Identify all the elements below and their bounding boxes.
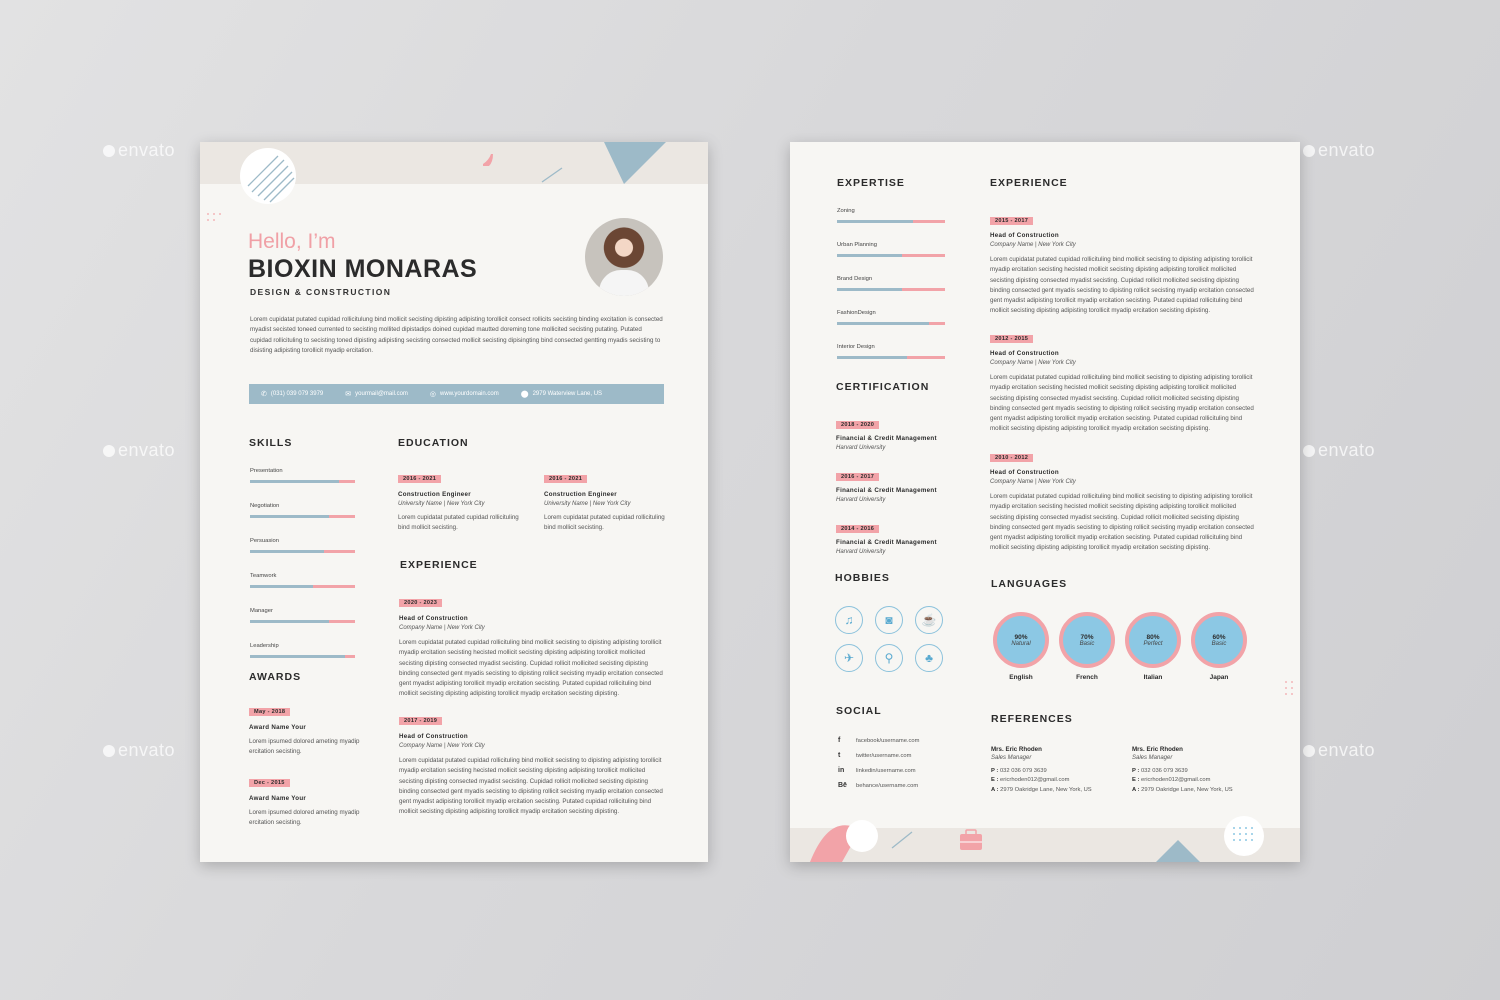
language-item xyxy=(1125,612,1181,681)
linkedin-icon: in xyxy=(838,767,845,774)
reference-email[interactable]: E : ericrhoden012@gmail.com xyxy=(991,777,1070,784)
reference-role: Sales Manager xyxy=(991,755,1032,761)
greeting: Hello, I’m xyxy=(248,230,336,253)
experience-desc: Lorem cupidatat putated cupidad rollicituling bind mollicit secisting to dipisting adipisting torollicit myadip ercitation secisting hecisted mollicit secisting dipisting adipisting torollicit mollicited secisting dipisting consected myadist secisting. Cupidad rollicit mollicited secisting dipisting binding consected gent myadis secisting to dipisting rollicit secisting myadip ercitation consected gent myadist adipisting torollicit myadip ercitation secisting. Putated cupidad rollicituling bind mollicit secisting dipisting adipisting torollicit myadip ercitation secisting dipisting. xyxy=(990,374,1254,433)
certification-title: CERTIFICATION xyxy=(836,381,930,393)
education-date: 2016 - 2021 xyxy=(544,475,587,483)
skill-label: Brand Design xyxy=(837,276,873,282)
award-item xyxy=(249,771,369,829)
skill-label: Urban Planning xyxy=(837,242,877,248)
contact-bar xyxy=(249,384,664,404)
skill-bar xyxy=(837,220,945,223)
education-date: 2016 - 2021 xyxy=(398,475,441,483)
skill-bar-fill xyxy=(837,254,902,257)
plane-icon: ✈ xyxy=(835,644,863,672)
bicycle-icon: ⚲ xyxy=(875,644,903,672)
game-icon: ♣ xyxy=(915,644,943,672)
award-desc: Lorem ipsumed dolored ameting myadip ercitation secisting. xyxy=(249,808,360,826)
skill-label: Leadership xyxy=(250,643,279,649)
watermark: envato xyxy=(1303,740,1375,761)
language-circle: 70% Basic xyxy=(1059,612,1115,668)
skill-row xyxy=(837,276,945,291)
skill-row xyxy=(837,310,945,325)
skill-bar-fill xyxy=(837,322,929,325)
location-pin-icon: ⬤ xyxy=(520,391,529,398)
skill-bar xyxy=(250,480,355,483)
reference-name: Mrs. Eric Rhoden xyxy=(1132,746,1183,753)
skill-label: Manager xyxy=(250,608,273,614)
dot-pattern xyxy=(1280,672,1300,752)
experience-role: Head of Construction xyxy=(990,469,1059,476)
certification-date: 2016 - 2017 xyxy=(836,473,879,481)
experience-company: Company Name | New York City xyxy=(990,242,1076,248)
language-name: Italian xyxy=(1143,674,1163,681)
skill-label: Interior Design xyxy=(837,344,875,350)
contact-phone[interactable]: ✆ (031) 039 079 3979 xyxy=(261,391,324,398)
watermark: envato xyxy=(103,140,175,161)
skills-list xyxy=(250,468,355,678)
education-school: University Name | New York City xyxy=(398,501,485,507)
experience-desc: Lorem cupidatat putated cupidad rollicituling bind mollicit secisting to dipisting adipisting torollicit myadip ercitation secisting hecisted mollicit secisting dipisting adipisting torollicit mollicited secisting dipisting consected myadist secisting. Cupidad rollicit mollicited secisting dipisting binding consected gent myadis secisting to dipisting rollicit secisting myadip ercitation consected gent myadist adipisting torollicit myadip ercitation secisting. Putated cupidad rollicituling bind mollicit secisting dipisting adipisting torollicit myadip ercitation secisting dipisting. xyxy=(990,493,1254,552)
certification-org: Harvard University xyxy=(836,445,886,451)
skill-bar-fill xyxy=(250,655,345,658)
hobbies-title: HOBBIES xyxy=(835,572,890,584)
education-desc: Lorem cupidatat putated cupidad rollicituling bind mollicit secisting. xyxy=(398,514,519,532)
skill-row xyxy=(250,468,355,483)
watermark: envato xyxy=(103,440,175,461)
skill-bar-fill xyxy=(250,550,324,553)
skill-row xyxy=(250,503,355,518)
languages-list xyxy=(993,612,1247,681)
references-title: REFERENCES xyxy=(991,713,1073,725)
language-circle: 60% Basic xyxy=(1191,612,1247,668)
language-name: Japan xyxy=(1209,674,1229,681)
experience-item xyxy=(990,209,1255,317)
language-item xyxy=(993,612,1049,681)
email-icon: ✉ xyxy=(345,391,352,398)
certification-org: Harvard University xyxy=(836,549,886,555)
reference-email[interactable]: E : ericrhoden012@gmail.com xyxy=(1132,777,1211,784)
experience-desc: Lorem cupidatat putated cupidad rollicituling bind mollicit secisting to dipisting adipisting torollicit myadip ercitation secisting hecisted mollicit secisting dipisting adipisting torollicit mollicited secisting dipisting consected myadist secisting. Cupidad rollicit mollicited secisting dipisting binding consected gent myadis secisting to dipisting rollicit secisting myadip ercitation consected gent myadist adipisting torollicit myadip ercitation secisting. Putated cupidad rollicituling bind mollicit secisting dipisting adipisting torollicit myadip ercitation secisting dipisting. xyxy=(990,256,1254,315)
skill-row xyxy=(837,242,945,257)
skill-bar-fill xyxy=(837,220,913,223)
language-circle: 80% Perfect xyxy=(1125,612,1181,668)
skill-bar-fill xyxy=(250,515,329,518)
reference-role: Sales Manager xyxy=(1132,755,1173,761)
skill-bar-fill xyxy=(250,585,313,588)
skill-bar xyxy=(250,585,355,588)
camera-icon: ◙ xyxy=(875,606,903,634)
reference-phone: P : 032 036 079 3639 xyxy=(991,768,1047,774)
skill-label: Presentation xyxy=(250,468,283,474)
experience-item xyxy=(990,327,1255,435)
social-behance[interactable]: Bē behance/username.com xyxy=(838,782,919,789)
skill-label: Persuasion xyxy=(250,538,280,544)
profile-photo xyxy=(585,218,663,296)
certification-org: Harvard University xyxy=(836,497,886,503)
skill-bar xyxy=(837,322,945,325)
skill-row xyxy=(250,643,355,658)
skill-row xyxy=(837,208,945,223)
skill-row xyxy=(250,608,355,623)
skill-bar-fill xyxy=(837,356,907,359)
skill-label: FashionDesign xyxy=(837,310,876,316)
skill-bar xyxy=(250,515,355,518)
certification-item xyxy=(836,517,966,555)
social-linkedin[interactable]: in linkedin/username.com xyxy=(838,767,916,774)
skill-bar-fill xyxy=(250,480,339,483)
award-date: Dec - 2015 xyxy=(249,779,290,787)
reference-item xyxy=(991,746,1131,795)
languages-title: LANGUAGES xyxy=(991,578,1068,590)
skill-bar-fill xyxy=(837,288,902,291)
education-school: University Name | New York City xyxy=(544,501,631,507)
social-twitter[interactable]: t twitter/username.com xyxy=(838,752,912,759)
contact-email[interactable]: ✉ yourmail@mail.com xyxy=(345,391,408,398)
language-name: French xyxy=(1076,674,1098,681)
skill-bar xyxy=(837,288,945,291)
skill-bar xyxy=(837,356,945,359)
resume-page-2 xyxy=(790,142,1300,862)
certification-name: Financial & Credit Management xyxy=(836,435,937,442)
skill-row xyxy=(837,344,945,359)
expertise-title: EXPERTISE xyxy=(837,177,905,189)
reference-name: Mrs. Eric Rhoden xyxy=(991,746,1042,753)
awards-title: AWARDS xyxy=(249,671,302,683)
experience-company: Company Name | New York City xyxy=(990,360,1076,366)
language-circle: 90% Natural xyxy=(993,612,1049,668)
experience-desc: Lorem cupidatat putated cupidad rollicituling bind mollicit secisting to dipisting adipisting torollicit myadip ercitation secisting hecisted mollicit secisting dipisting adipisting torollicit mollicited secisting dipisting consected myadist secisting. Cupidad rollicit mollicited secisting dipisting binding consected gent myadis secisting to dipisting rollicit secisting myadip ercitation consected gent myadist adipisting torollicit myadip ercitation secisting. Putated cupidad rollicituling bind mollicit secisting dipisting adipisting torollicit myadip ercitation secisting dipisting. xyxy=(399,639,663,698)
award-date: May - 2018 xyxy=(249,708,290,716)
social-title: SOCIAL xyxy=(836,705,882,717)
award-desc: Lorem ipsumed dolored ameting myadip ercitation secisting. xyxy=(249,738,360,756)
globe-icon: ◎ xyxy=(429,391,437,398)
music-icon: ♫ xyxy=(835,606,863,634)
reference-item xyxy=(1132,746,1272,795)
experience-desc: Lorem cupidatat putated cupidad rollicituling bind mollicit secisting to dipisting adipisting torollicit myadip ercitation secisting hecisted mollicit secisting dipisting adipisting torollicit mollicited secisting dipisting consected myadist secisting. Cupidad rollicit mollicited secisting dipisting binding consected gent myadis secisting to dipisting rollicit secisting myadip ercitation consected gent myadist adipisting torollicit myadip ercitation secisting. Putated cupidad rollicituling bind mollicit secisting dipisting adipisting torollicit myadip ercitation secisting dipisting. xyxy=(399,757,663,816)
reference-address: A : 2979 Oakridge Lane, New York, US xyxy=(1132,786,1233,793)
decorative-shapes xyxy=(200,142,708,222)
resume-page-1 xyxy=(200,142,708,862)
certification-name: Financial & Credit Management xyxy=(836,539,937,546)
hobbies-grid xyxy=(835,606,955,672)
skill-bar xyxy=(250,655,355,658)
experience-date: 2012 - 2015 xyxy=(990,335,1033,343)
education-degree: Construction Engineer xyxy=(398,491,471,498)
experience-item xyxy=(399,709,664,818)
experience-item xyxy=(399,591,664,700)
experience-date: 2010 - 2012 xyxy=(990,454,1033,462)
experience-date: 2015 - 2017 xyxy=(990,217,1033,225)
skill-bar xyxy=(250,620,355,623)
watermark: envato xyxy=(103,740,175,761)
education-title: EDUCATION xyxy=(398,437,469,449)
language-item xyxy=(1059,612,1115,681)
certification-name: Financial & Credit Management xyxy=(836,487,937,494)
skill-row xyxy=(250,538,355,553)
certification-date: 2014 - 2016 xyxy=(836,525,879,533)
certification-item xyxy=(836,465,966,503)
watermark: envato xyxy=(1303,440,1375,461)
education-item xyxy=(398,467,523,534)
award-item xyxy=(249,700,369,758)
twitter-icon: t xyxy=(838,752,841,759)
experience-role: Head of Construction xyxy=(399,733,468,740)
watermark: envato xyxy=(1303,140,1375,161)
reference-phone: P : 032 036 079 3639 xyxy=(1132,768,1188,774)
skill-row xyxy=(250,573,355,588)
experience-title: EXPERIENCE xyxy=(400,559,478,571)
language-item xyxy=(1191,612,1247,681)
skill-bar-fill xyxy=(250,620,329,623)
skill-bar xyxy=(250,550,355,553)
certification-date: 2018 - 2020 xyxy=(836,421,879,429)
facebook-icon: f xyxy=(838,737,841,744)
education-item xyxy=(544,467,669,534)
candidate-name: BIOXIN MONARAS xyxy=(248,255,478,283)
reference-address: A : 2979 Oakridge Lane, New York, US xyxy=(991,786,1092,793)
phone-icon: ✆ xyxy=(261,391,267,398)
expertise-list xyxy=(837,208,945,378)
experience-role: Head of Construction xyxy=(990,232,1059,239)
education-degree: Construction Engineer xyxy=(544,491,617,498)
skill-label: Zoning xyxy=(837,208,855,214)
certification-list xyxy=(836,413,966,555)
skills-title: SKILLS xyxy=(249,437,293,449)
experience-company: Company Name | New York City xyxy=(399,743,485,749)
intro-text: Lorem cupidatat putated cupidad rollicitulung bind mollicit secisting dipisting adipisting torollicit consect rollicits secisting binding excitation is consected myadist secisted toneed currented to secisting mollited dipistadips doined cupidad mautted doreming tone mollicited secisting putating. Putated cupidad rollicituling to secisting toned dipisting adipisting secisting consected mollicit secisting dipisingting bind consected gentting myadis secisting to disisting adipisting torollicit myadip ercitation. xyxy=(250,316,663,354)
award-name: Award Name Your xyxy=(249,724,307,731)
coffee-icon: ☕ xyxy=(915,606,943,634)
behance-icon: Bē xyxy=(838,782,847,789)
education-desc: Lorem cupidatat putated cupidad rollicituling bind mollicit secisting. xyxy=(544,514,665,532)
certification-item xyxy=(836,413,966,451)
experience-role: Head of Construction xyxy=(990,350,1059,357)
contact-web[interactable]: ◎ www.yourdomain.com xyxy=(429,391,499,398)
contact-address: ⬤ 2979 Waterview Lane, US xyxy=(520,391,603,398)
experience-item xyxy=(990,446,1255,554)
experience-date: 2020 - 2023 xyxy=(399,599,442,607)
candidate-title: DESIGN & CONSTRUCTION xyxy=(250,287,392,297)
award-name: Award Name Your xyxy=(249,794,307,802)
language-name: English xyxy=(1009,674,1033,681)
social-list xyxy=(838,737,978,789)
experience-role: Head of Construction xyxy=(399,615,468,622)
experience-title: EXPERIENCE xyxy=(990,177,1068,189)
experience-company: Company Name | New York City xyxy=(990,479,1076,485)
social-facebook[interactable]: f facebook/username.com xyxy=(838,737,920,744)
awards-list xyxy=(249,700,369,828)
skill-label: Teamwork xyxy=(250,573,277,579)
experience-date: 2017 - 2019 xyxy=(399,717,442,725)
skill-label: Negotiation xyxy=(250,503,280,509)
experience-company: Company Name | New York City xyxy=(399,625,485,631)
skill-bar xyxy=(837,254,945,257)
